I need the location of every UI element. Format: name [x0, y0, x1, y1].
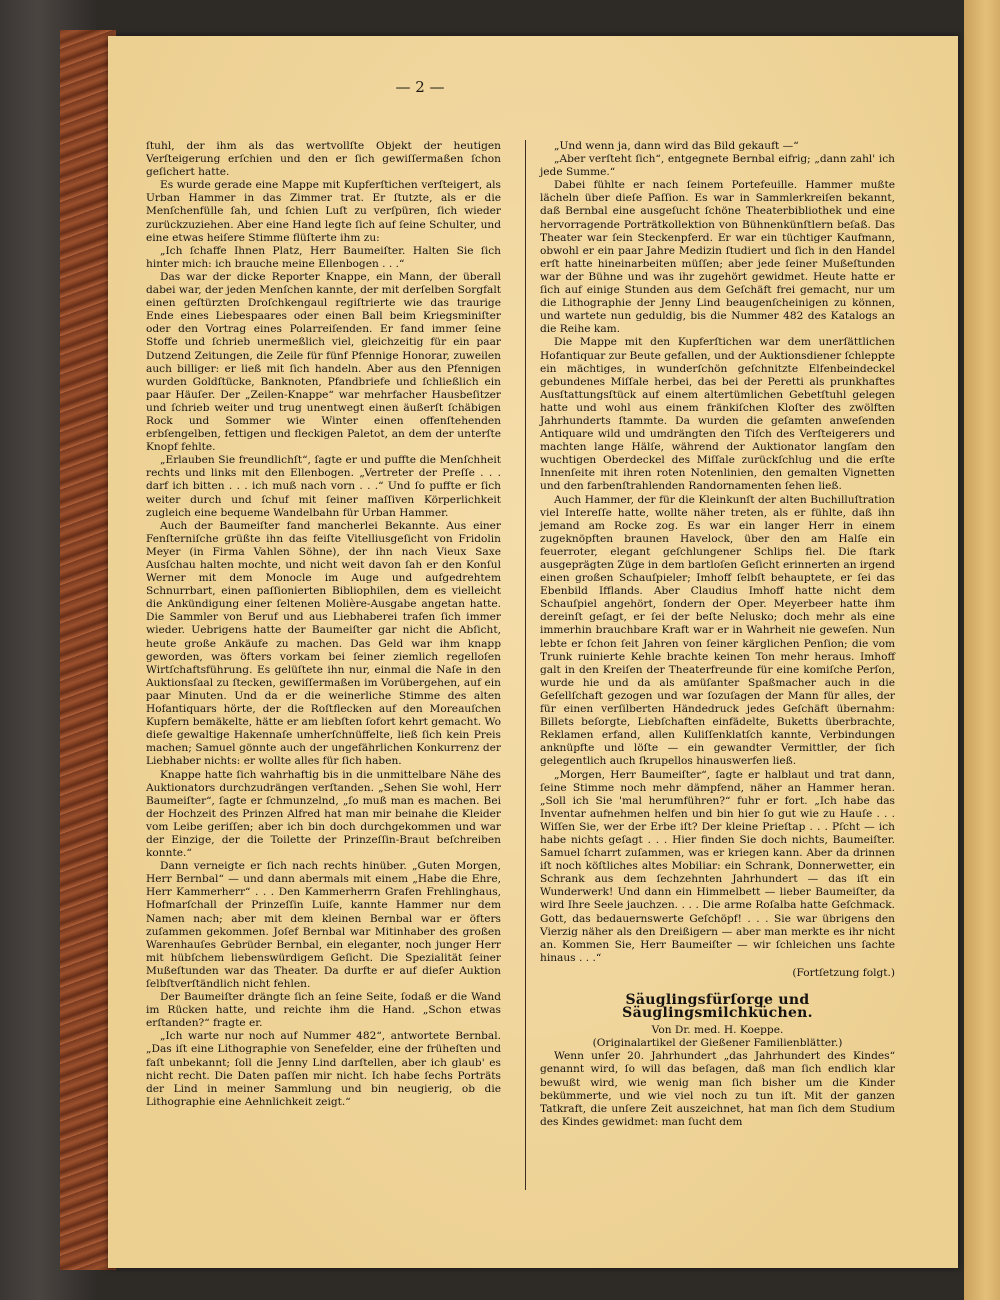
paragraph: „Erlauben Sie freundlichſt“, ſagte er und puffte die Menſchheit rechts und links mit den Ellenbogen. „Vertreter der Preſſe . . . darf ich bitten . . . ich muß nach vorn . . .“ Und ſo puffte er ſich weiter durch und ſchuf mit ſeiner maſſiven Körperlichkeit zugleich eine bequeme Wandelbahn für Urban Hammer. [146, 454, 501, 519]
paragraph: Der Baumeiſter drängte ſich an ſeine Seite, ſodaß er die Wand im Rücken hatte, und reichte ihm die Hand. „Schon etwas erſtanden?“ fragte er. [146, 991, 501, 1030]
right-column [540, 140, 895, 1129]
left-column [146, 140, 501, 1109]
paragraph: ſtuhl, der ihm als das wertvollſte Objekt der heutigen Verſteigerung erſchien und den er ſich gewiſſermaßen ſchon geſichert hatte. [146, 140, 501, 179]
paragraph: Dann verneigte er ſich nach rechts hinüber. „Guten Morgen, Herr Bernbal“ — und dann abermals mit einem „Habe die Ehre, Herr Kammerherr“ . . . Den Kammerherrn Grafen Frehlinghaus, Hofmarſchall der Prinzeſſin Luiſe, kannte Hammer nur dem Namen nach; aber mit dem kleinen Bernbal war er öfters zuſammen gekommen. Joſef Bernbal war Mitinhaber des großen Warenhauſes Gebrüder Bernbal, ein eleganter, noch junger Herr mit hübſchem liebenswürdigem Geſicht. Die Spezialität ſeiner Mußeſtunden war das Theater. Da durfte er auf dieſer Auktion ſelbſtverſtändlich nicht fehlen. [146, 860, 501, 990]
paragraph: Auch Hammer, der für die Kleinkunſt der alten Buchilluſtration viel Intereſſe hatte, wollte näher treten, als er fühlte, daß ihn jemand am Rocke zog. Es war ein langer Herr in einem zugeknöpften braunen Havelock, über den am Halſe ein feuerroter, elegant geſchlungener Schlips fiel. Die ſtark ausgeprägten Züge in dem bartloſen Geſicht erinnerten an irgend einen großen Schauſpieler; Imhoff ſelbſt behauptete, er ſei das Ebenbild Ifflands. Aber Claudius Imhoff hatte nicht dem Schauſpiel angehört, ſondern der Oper. Meyerbeer hatte ihm dereinſt geſagt, er ſei der beſte Nelusko; doch mehr als eine immerhin brauchbare Kraft war er in Wahrheit nie geweſen. Nun lebte er ſchon ſeit Jahren von ſeiner kärglichen Penſion; die vom Trunk ruinierte Kehle brachte keinen Ton mehr heraus. Imhoff galt in den Kreiſen der Theaterfreunde für eine komiſche Perſon, wurde hie und da als amüſanter Spaßmacher auch in die Geſellſchaft gezogen und war ſozuſagen der Mann für alles, der für einen verſilberten Händedruck jedes Geſchäft übernahm: Billets beſorgte, Liebſchaften einfädelte, Buketts überbrachte, Reklamen erfand, allen Kuliſſenklatſch kannte, Verbindungen anknüpfte und löſte — ein gewandter Vermittler, der ſich gelegentlich auch ſkrupellos hinauswerfen ließ. [540, 493, 895, 768]
paragraph: Auch der Baumeiſter fand mancherlei Bekannte. Aus einer Fenſterniſche grüßte ihn das feiſte Vitelliusgeſicht von Fridolin Meyer (in Firma Vahlen Söhne), der ihn nach Vieux Saxe Ausſchau halten mochte, und nicht weit davon ſah er den Konſul Werner mit dem Monocle im Auge und aufgedrehtem Schnurrbart, einen paſſionierten Bibliophilen, dem es vielleicht die Ankündigung einer ſeltenen Molière-Ausgabe angetan hatte. Die Sammler von Beruf und aus Liebhaberei trafen ſich immer wieder. Uebrigens hatte der Baumeiſter gar nicht die Abſicht, heute große Ankäufe zu machen. Das Geld war ihm knapp geworden, was öfters vorkam bei ſeiner ziemlich regelloſen Wirtſchaftsführung. Es gelüſtete ihn nur, einmal die Naſe in den Auktionsſaal zu ſtecken, gewiſſermaßen im Vorübergehen, auf ein paar Minuten. Und da er die weinerliche Stimme des alten Hofantiquars hörte, der die Roſtflecken auf den Moreauſchen Kupfern bemäkelte, hätte er am liebſten ſofort kehrt gemacht. Wo dieſe gewaltige Hakennaſe umherſchnüffelte, ließ ſich kein Preis machen; Samuel gönnte auch der ungefährlichen Konkurrenz der Liebhaber nichts: er wollte alles für ſich haben. [146, 519, 501, 768]
column-divider [525, 140, 526, 1190]
paragraph: „Ich warte nur noch auf Nummer 482“, antwortete Bernbal. „Das iſt eine Lithographie von Senefelder, eine der früheſten und faſt unbekannt; ſoll die Jenny Lind darſtellen, aber ich glaub' es nicht recht. Die Daten paſſen mir nicht. Ich habe ſechs Porträts der Lind in meiner Sammlung und bin neugierig, ob die Lithographie eine Aehnlichkeit zeigt.“ [146, 1030, 501, 1108]
paragraph: „Und wenn ja, dann wird das Bild gekauft —“ [554, 140, 799, 152]
paragraph: „Aber verſteht ſich“, entgegnete Bernbal eifrig; „dann zahl' ich jede Summe.“ [540, 153, 895, 179]
paragraph: „Ich ſchaffe Ihnen Platz, Herr Baumeiſter. Halten Sie ſich hinter mich: ich brauche meine Ellenbogen . . .“ [146, 244, 501, 270]
page-number: — 2 — [395, 78, 445, 96]
paragraph: Die Mappe mit den Kupferſtichen war dem unerſättlichen Hofantiquar zur Beute gefallen, und der Auktionsdiener ſchleppte ein mächtiges, in wunderſchön geſchnitzte Elfenbeindeckel gebundenes Miſſale herbei, das bei der Peretti als prunkhaftes Ausſtattungsſtück auf einem altertümlichen Gebetſtuhl gelegen hatte und wohl aus einem fränkiſchen Kloſter des zwölften Jahrhunderts ſtammte. Da wurden die geſamten anweſenden Antiquare wild und umdrängten den Tiſch des Verſteigerers und machten lange Hälſe, während der Auktionator langſam den wuchtigen Oberdeckel des Miſſale zurückſchlug und die erſte Innenſeite mit ihren roten Notenlinien, den gemalten Vignetten und den farbenſtrahlenden Randornamenten ſehen ließ. [540, 336, 896, 493]
paragraph: Es wurde gerade eine Mappe mit Kupferſtichen verſteigert, als Urban Hammer in das Zimmer trat. Er ſtutzte, als er die Menſchenfülle ſah, und ſchien Luſt zu verſpüren, ſich wieder zurückzuziehen. Aber eine Hand legte ſich auf ſeine Schulter, und eine etwas heiſere Stimme flüſterte ihm zu: [146, 179, 501, 244]
paragraph: Das war der dicke Reporter Knappe, ein Mann, der überall dabei war, der jeden Menſchen kannte, der mit derſelben Sorgfalt einen geſtürzten Droſchkengaul regiſtrierte wie das traurige Ende eines Liebespaares oder einen Ball beim Kriegsminiſter oder den Vortrag eines Polarreiſenden. Er fand immer ſeine Stoffe und ſchrieb unermeßlich viel, gleichzeitig für ein paar Dutzend Zeitungen, die Zeile für fünf Pfennige Honorar, zuweilen auch billiger: er ließ mit ſich handeln. Aber aus den Pfennigen wurden Goldſtücke, Banknoten, Pfandbriefe und ſchließlich ein paar Häuſer. Der „Zeilen-Knappe“ war mehrfacher Hausbeſitzer und ſchrieb weiter und trug unentwegt einen äußerſt ſchäbigen Rock und Sommer wie Winter einen offenſtehenden erbſengelben, fettigen und fleckigen Paletot, an dem der unterſte Knopf fehlte. [146, 270, 501, 454]
article-author: Von Dr. med. H. Koeppe. [651, 1024, 784, 1037]
paragraph: Knappe hatte ſich wahrhaftig bis in die unmittelbare Nähe des Auktionators durchzudrängen verſtanden. „Sehen Sie wohl, Herr Baumeiſter“, ſagte er ſchmunzelnd, „ſo muß man es machen. Bei der Hochzeit des Prinzen Alfred hat man mir beinahe die Kleider vom Leibe geriſſen; aber ich bin doch durchgekommen und war der Einzige, der die Toilette der Prinzeſſin-Braut beſchreiben konnte.“ [146, 768, 501, 860]
continuation-note: (Fortſetzung folgt.) [792, 966, 895, 979]
article-source: (Originalartikel der Gießener Familienblätter.) [592, 1037, 843, 1050]
article-title: Säuglingsfürſorge und Säuglingsmilchküchen. [622, 992, 813, 1022]
page-edge [964, 0, 1000, 1300]
paragraph: „Morgen, Herr Baumeiſter“, ſagte er halblaut und trat dann, ſeine Stimme noch mehr dämpfend, näher an Hammer heran. „Soll ich Sie 'mal herumführen?“ fuhr er fort. „Ich habe das Inventar aufnehmen helfen und bin hier ſo gut wie zu Hauſe . . . Wiſſen Sie, wer der Erbe iſt? Der kleine Prieſtap . . . Pſcht — ich habe nichts geſagt . . . Hier finden Sie doch nichts, Baumeiſter. Samuel ſcharrt zuſammen, was er kriegen kann. Aber da drinnen iſt noch köſtliches altes Mobiliar: ein Schrank, Donnerwetter, ein Schrank aus dem ſechzehnten Jahrhundert — das iſt ein Wunderwerk! Und dann ein Himmelbett — lieber Baumeiſter, da wird Ihre Seele jauchzen. . . . Die arme Roſalba hatte Geſchmack. Gott, das bedauernswerte Geſchöpf! . . . Sie war übrigens den Vierzig näher als den Dreißigern — aber man merkte es ihr nicht an. Kommen Sie, Herr Baumeiſter — wir ſchleichen uns ſachte hinaus . . .“ [540, 768, 895, 964]
paragraph: Dabei fühlte er nach ſeinem Portefeuille. Hammer mußte lächeln über dieſe Paſſion. Es war in Sammlerkreiſen bekannt, daß Bernbal eine ausgeſucht ſchöne Theaterbibliothek und eine hervorragende Porträtkollektion von Bühnenkünſtlern beſaß. Das Theater war ſein Steckenpferd. Er war ein tüchtiger Kaufmann, obwohl er ein paar Jahre Medizin ſtudiert und ſich in den Handel erſt hatte hineinarbeiten müſſen; aber jede ſeiner Mußeſtunden war der Bühne und was ihr zugehört gewidmet. Heute hatte er ſich auf einige Stunden aus dem Geſchäft frei gemacht, nur um die Lithographie der Jenny Lind beaugenſcheinigen zu können, und wartete nun geduldig, bis die Nummer 482 des Katalogs an die Reihe kam. [540, 179, 895, 336]
article-body: Wenn unſer 20. Jahrhundert „das Jahrhundert des Kindes“ genannt wird, ſo will das beſagen, daß man ſich endlich klar bewußt wird, wie wenig man ſich bisher um die Kinder bekümmerte, und wie viel noch zu tun iſt. Mit der ganzen Tatkraft, die unſere Zeit auszeichnet, hat man ſich dem Studium des Kindes gewidmet: man ſucht dem [540, 1050, 895, 1128]
